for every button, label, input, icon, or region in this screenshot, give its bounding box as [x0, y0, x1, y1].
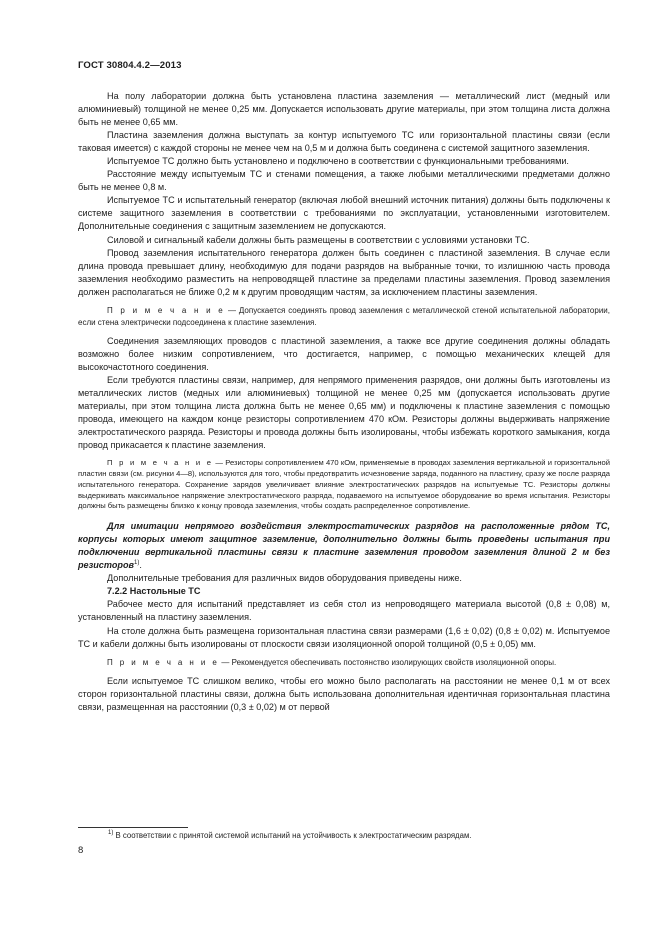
note-text: — Допускается соединять провод заземления с металлической стеной испытательной лаборатории, если стена электрически подсоединена к пластине заземления.	[78, 305, 610, 327]
note	[78, 657, 610, 669]
paragraph: Провод заземления испытательного генератора должен быть соединен с пластиной заземления. В случае если длина провода превышает длину, необходимую для подачи разрядов на выбранные точки, то излишнюю часть провода заземления необходимо разместить на непроводящей пластине за пределами пластины заземления. Провод заземления должен располагаться не ближе 0,2 м к другим проводящим частям, за исключением пластины заземления.	[78, 247, 610, 297]
paragraph: Если испытуемое ТС слишком велико, чтобы его можно было располагать на расстоянии не менее 0,1 м от всех сторон горизонтальной пластины связи, должна быть использована дополнительная идентичная горизонтальная пластина связи, размещенная на расстоянии (0,3 ± 0,02) м от первой	[78, 675, 610, 712]
emphasis-text: Для имитации непрямого воздействия электростатических разрядов на расположенные рядом ТС, корпусы которых имеют защитное заземление, дополнительно должны быть проведены испытания при подключении вертикальной пластины связи к пластине заземления проводом заземления длиной 2 м без резисторов	[78, 521, 610, 571]
paragraph: Соединения заземляющих проводов с пластиной заземления, а также все другие соединения должны обладать возможно более низким сопротивлением, что достигается, например, с помощью механических клещей для высокочастотного соединения.	[78, 335, 610, 372]
note-label: П р и м е ч а н и е	[107, 458, 214, 468]
footnote-ref: 1)	[134, 560, 140, 567]
paragraph: Если требуются пластины связи, например, для непрямого применения разрядов, они должны быть изготовлены из металлических листов (медных или алюминиевых) толщиной не менее 0,25 мм (допускается использовать другие материалы, при этом толщина листа должна быть не менее 0,65 мм) и подключены к пластине заземления с помощью провода, имеющего на каждом конце резисторы сопротивлением 470 кОм. Резисторы должны выдерживать напряжение электростатического разряда. Резисторы и провода должны быть изолированы, чтобы избежать короткого замыкания, когда провод прикасается к пластине заземления.	[78, 374, 610, 451]
emphasis-paragraph	[78, 520, 610, 572]
paragraph: Силовой и сигнальный кабели должны быть размещены в соответствии с условиями установки ТС.	[107, 234, 530, 245]
footnote-marker: 1)	[108, 830, 114, 836]
document-header: ГОСТ 30804.4.2—2013	[78, 60, 182, 71]
paragraph: Дополнительные требования для различных видов оборудования приведены ниже.	[107, 573, 462, 584]
note-label: П р и м е ч а н и е	[107, 657, 220, 667]
page-number: 8	[78, 845, 84, 856]
paragraph: Испытуемое ТС должно быть установлено и подключено в соответствии с функциональными требованиями.	[107, 156, 569, 167]
note-label: П р и м е ч а н и е	[107, 305, 226, 315]
paragraph: Испытуемое ТС и испытательный генератор (включая любой внешний источник питания) должны быть подключены к системе защитного заземления в соответствии с требованиями по эксплуатации, установленными изготовителем. Дополнительные соединения с защитным заземлением не допускаются.	[78, 195, 610, 232]
section-heading: 7.2.2 Настольные ТС	[107, 586, 201, 597]
document-body	[78, 90, 610, 714]
note-text: — Рекомендуется обеспечивать постоянство изолирующих свойств изоляционной опоры.	[219, 657, 557, 667]
paragraph: На столе должна быть размещена горизонтальная пластина связи размерами (1,6 ± 0,02) (0,8 ± 0,02) м. Испытуемое ТС и кабели должны быть изолированы от плоскости связи изоляционной опорой толщиной (0,5 ± 0,05) мм.	[78, 625, 610, 649]
footnote-text: В соответствии с принятой системой испытаний на устойчивость к электростатическим разрядам.	[113, 831, 472, 840]
note	[78, 305, 610, 329]
paragraph: Пластина заземления должна выступать за контур испытуемого ТС или горизонтальной пластины связи (если таковая имеется) с каждой стороны не менее чем на 0,5 м и должна быть соединена с системой защитного заземления.	[78, 130, 610, 154]
paragraph: Рабочее место для испытаний представляет из себя стол из непроводящего материала высотой (0,8 ± 0,08) м, установленный на пластину заземления.	[78, 599, 610, 623]
footnote	[108, 830, 608, 841]
note-text: — Резисторы сопротивлением 470 кОм, применяемые в проводах заземления вертикальной и горизонтальной пластин связи (см. рисунки 4—8), используются для того, чтобы предотвратить исчезновение заряда, поданного на пластину, сразу же после разряда испытательного генератора. Сохранение зарядов увеличивает влияние электростатических разрядов на испытуемые ТС. Резисторы должны выдерживать максимальное напряжение электростатического разряда, подаваемого на испытуемое оборудование во время испытания. Резисторы должны быть размещены близко к концу провода заземления, чтобы создать распределенное сопротивление.	[78, 458, 611, 511]
note	[78, 458, 610, 512]
footnote-divider	[78, 827, 188, 828]
paragraph-end: .	[139, 560, 142, 571]
paragraph: На полу лаборатории должна быть установлена пластина заземления — металлический лист (медный или алюминиевый) толщиной не менее 0,25 мм. Допускается использовать другие материалы, при этом толщина листа должна быть не менее 0,65 мм.	[78, 91, 610, 128]
paragraph: Расстояние между испытуемым ТС и стенами помещения, а также любыми металлическими предметами должно быть не менее 0,8 м.	[78, 169, 610, 193]
